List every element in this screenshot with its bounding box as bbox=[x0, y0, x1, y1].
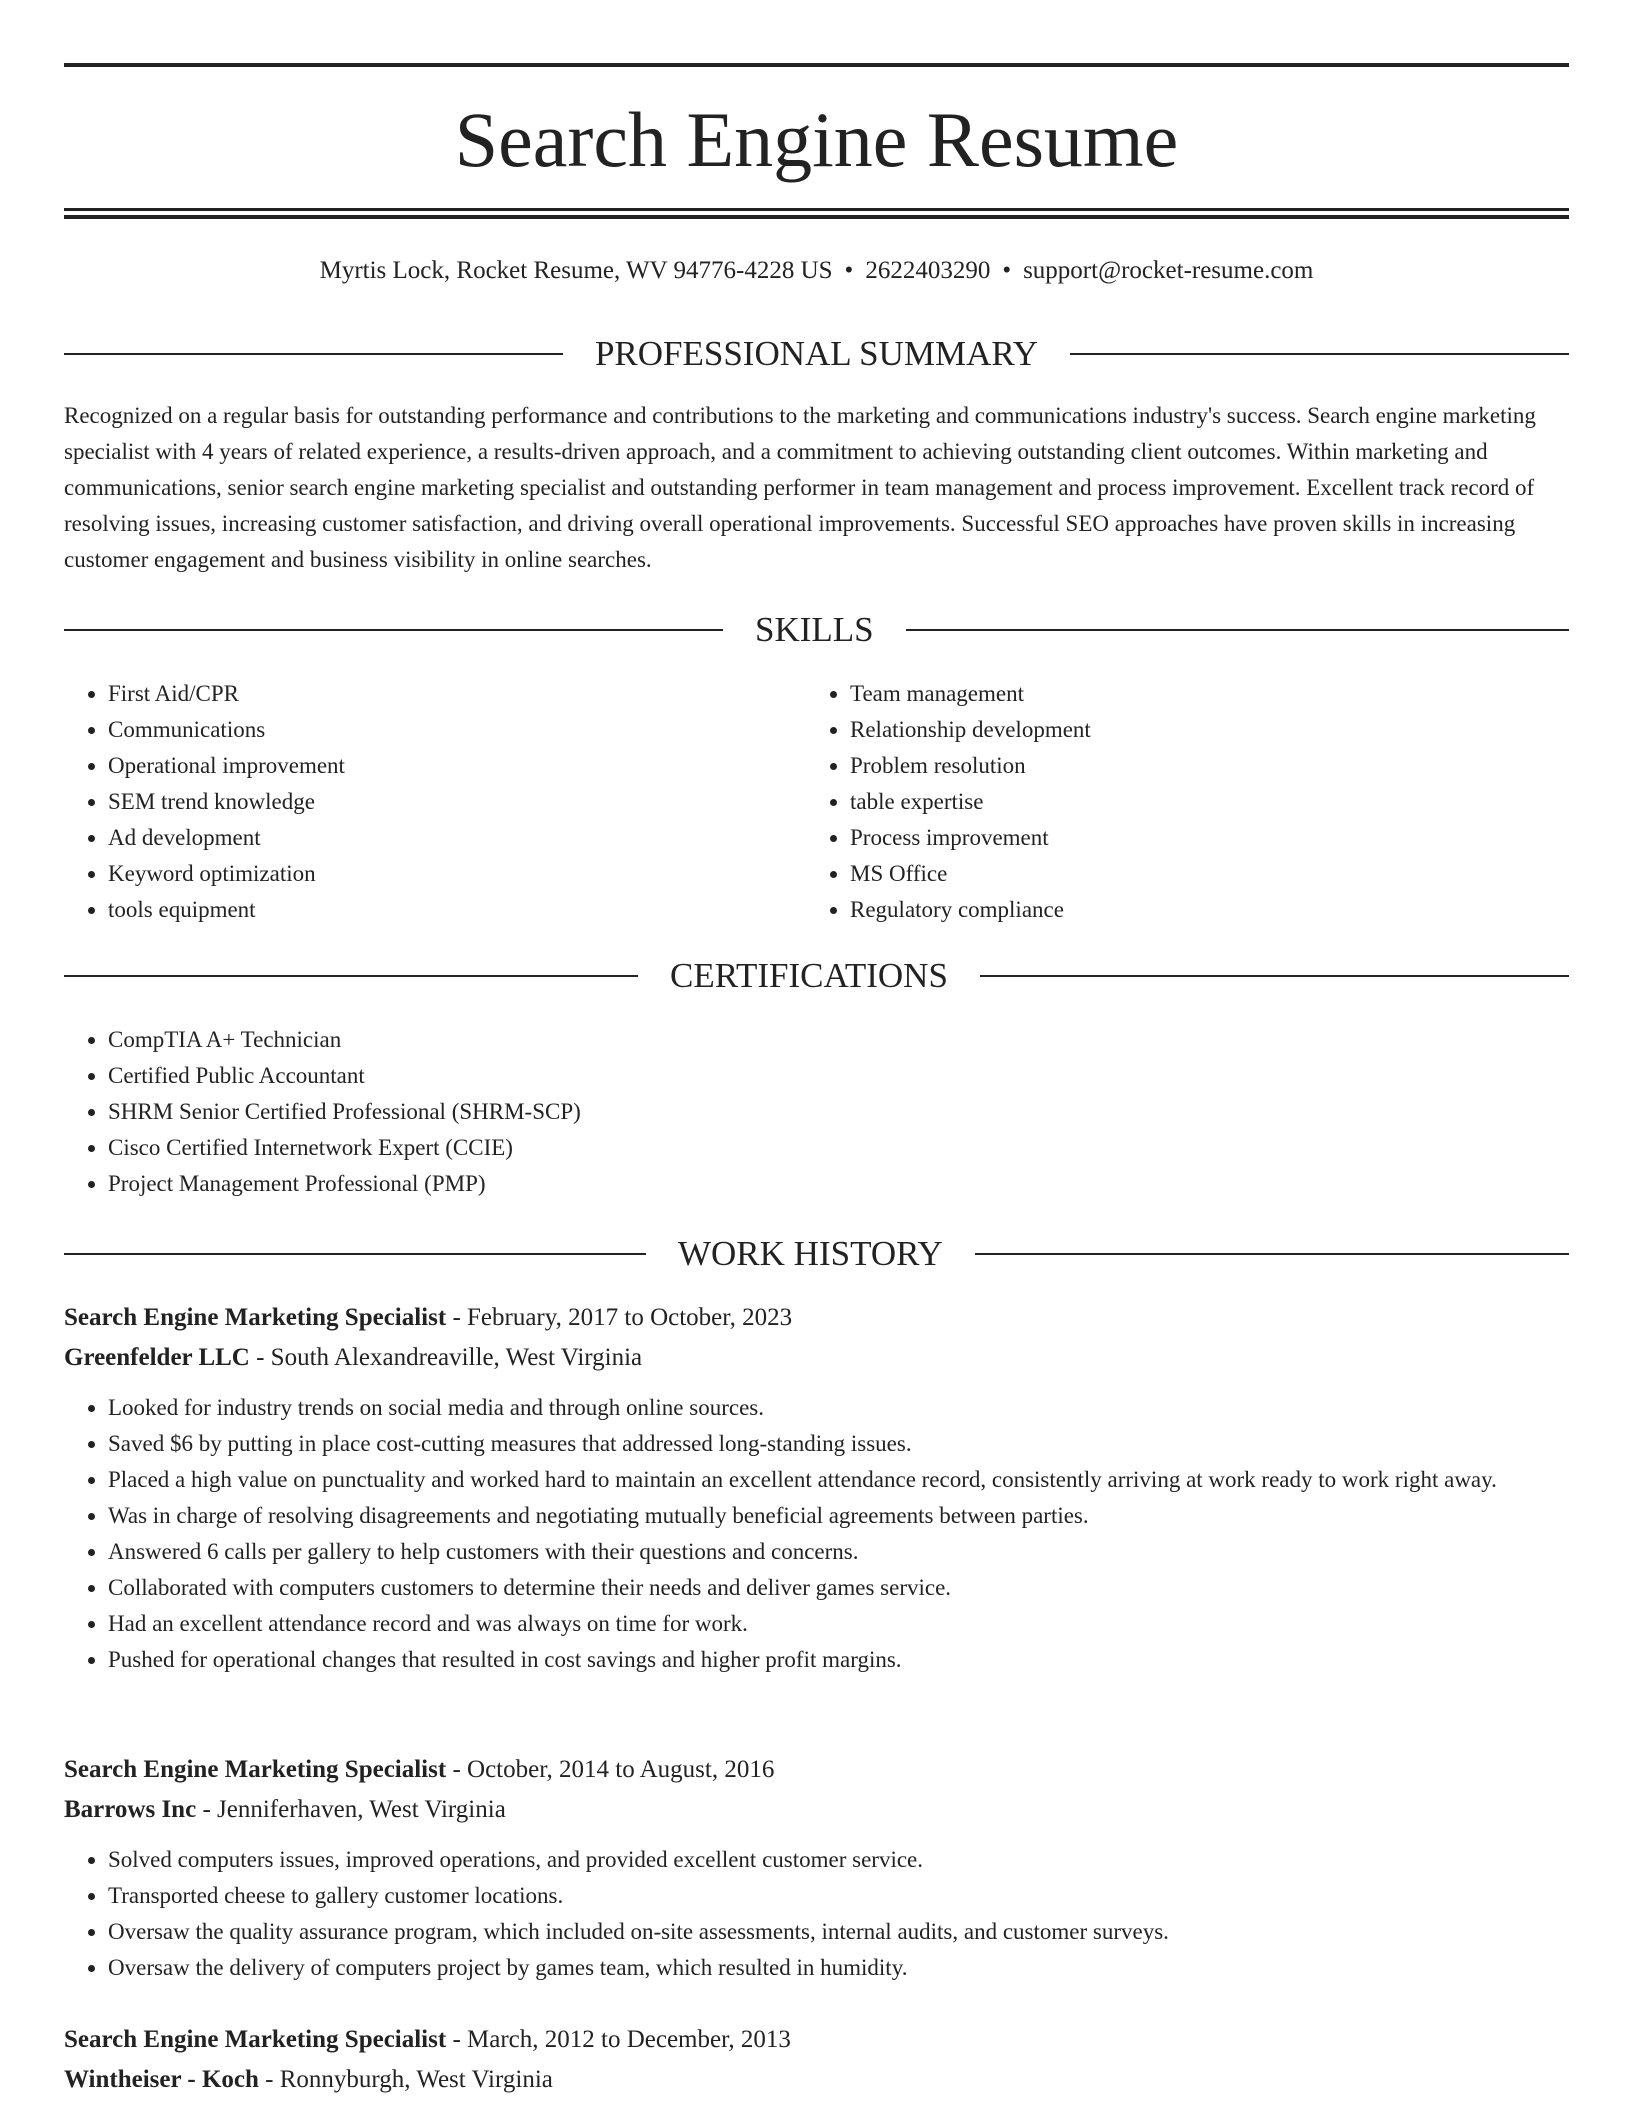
top-rule bbox=[64, 63, 1569, 67]
job-company-line bbox=[64, 1338, 1569, 1378]
title-rule-upper bbox=[64, 208, 1569, 211]
job-location: - Ronnyburgh, West Virginia bbox=[258, 2066, 553, 2093]
summary-text: Recognized on a regular basis for outstanding performance and contributions to the marketing and communications industry's success. Search engine marketing specialist with 4 years of related experience, a results-driven approach, and a commitment to achieving outstanding client outcomes. Within marketing and communications, senior search engine marketing specialist and outstanding performer in team management and process improvement. Excellent track record of resolving issues, increasing customer satisfaction, and driving overall operational improvements. Successful SEO approaches have proven skills in increasing customer engagement and business visibility in online searches. bbox=[64, 403, 1536, 572]
job-bullets bbox=[64, 1842, 1569, 1986]
job-bullet: • Had an excellent attendance record and was always on time for work. bbox=[108, 1606, 1569, 1642]
section-header-summary bbox=[64, 332, 1569, 376]
section-title: SKILLS bbox=[755, 610, 874, 649]
job-bullet: • Oversaw the quality assurance program, which included on-site assessments, internal audits, and customer surveys. bbox=[108, 1914, 1569, 1950]
skills-list-right bbox=[806, 676, 1550, 928]
certification-item: • Certified Public Accountant bbox=[108, 1058, 1613, 1094]
contact-separator: • bbox=[1002, 257, 1012, 284]
job-title: Search Engine Marketing Specialist bbox=[64, 2026, 447, 2053]
job-company-line bbox=[64, 1790, 1569, 1830]
job-title-line bbox=[64, 2020, 1569, 2060]
skill-item: • MS Office bbox=[850, 856, 1550, 892]
section-rule bbox=[1070, 353, 1569, 355]
contact-line bbox=[64, 254, 1569, 288]
skill-item: • Process improvement bbox=[850, 820, 1550, 856]
job-dates: - February, 2017 to October, 2023 bbox=[446, 1304, 793, 1331]
job-title-line bbox=[64, 1298, 1569, 1338]
job-bullet: • Was in charge of resolving disagreements and negotiating mutually beneficial agreements between parties. bbox=[108, 1498, 1569, 1534]
skill-item: • Keyword optimization bbox=[108, 856, 808, 892]
job-bullet: • Collaborated with computers customers to determine their needs and deliver games service. bbox=[108, 1570, 1569, 1606]
job-company: Wintheiser - Koch bbox=[64, 2066, 259, 2093]
certification-item: • Cisco Certified Internetwork Expert (CCIE) bbox=[108, 1130, 1613, 1166]
section-rule bbox=[975, 1253, 1569, 1255]
skill-item: • tools equipment bbox=[108, 892, 808, 928]
job-bullet: • Placed a high value on punctuality and worked hard to maintain an excellent attendance record, consistently arriving at work ready to work right away. bbox=[108, 1462, 1569, 1498]
section-header-certifications bbox=[64, 954, 1569, 998]
job-bullet: • Oversaw the delivery of computers project by games team, which resulted in humidity. bbox=[108, 1950, 1569, 1986]
certifications-list bbox=[64, 1022, 1613, 1202]
title-rule-lower bbox=[64, 215, 1569, 219]
job-bullet: • Pushed for operational changes that resulted in cost savings and higher profit margins. bbox=[108, 1642, 1569, 1678]
section-rule bbox=[64, 353, 563, 355]
skill-item: • Ad development bbox=[108, 820, 808, 856]
job-location: - Jenniferhaven, West Virginia bbox=[196, 1796, 506, 1823]
certification-item: • Project Management Professional (PMP) bbox=[108, 1166, 1613, 1202]
certification-item: • SHRM Senior Certified Professional (SHRM-SCP) bbox=[108, 1094, 1613, 1130]
job-bullet: • Looked for industry trends on social media and through online sources. bbox=[108, 1390, 1569, 1426]
section-title: CERTIFICATIONS bbox=[670, 956, 948, 995]
skill-item: • Communications bbox=[108, 712, 808, 748]
section-rule bbox=[64, 1253, 646, 1255]
job-bullet: • Saved $6 by putting in place cost-cutting measures that addressed long-standing issues. bbox=[108, 1426, 1569, 1462]
job-location: - South Alexandreaville, West Virginia bbox=[249, 1344, 643, 1371]
job-company-line bbox=[64, 2060, 1569, 2100]
job-dates: - October, 2014 to August, 2016 bbox=[446, 1756, 775, 1783]
section-rule bbox=[906, 629, 1569, 631]
skill-item: • table expertise bbox=[850, 784, 1550, 820]
section-title: PROFESSIONAL SUMMARY bbox=[594, 334, 1039, 373]
job-title: Search Engine Marketing Specialist bbox=[64, 1756, 447, 1783]
section-header-skills bbox=[64, 608, 1569, 652]
skill-item: • Operational improvement bbox=[108, 748, 808, 784]
contact-email: support@rocket-resume.com bbox=[1023, 257, 1314, 284]
job-entry bbox=[64, 1750, 1569, 1986]
skill-item: • Team management bbox=[850, 676, 1550, 712]
skill-item: • First Aid/CPR bbox=[108, 676, 808, 712]
job-dates: - March, 2012 to December, 2013 bbox=[446, 2026, 791, 2053]
job-company: Greenfelder LLC bbox=[64, 1344, 250, 1371]
skill-item: • SEM trend knowledge bbox=[108, 784, 808, 820]
skill-item: • Relationship development bbox=[850, 712, 1550, 748]
section-header-work-history bbox=[64, 1232, 1569, 1276]
job-bullet: • Solved computers issues, improved operations, and provided excellent customer service. bbox=[108, 1842, 1569, 1878]
contact-address: Myrtis Lock, Rocket Resume, WV 94776-4228 US bbox=[319, 257, 833, 284]
job-bullet: • Answered 6 calls per gallery to help customers with their questions and concerns. bbox=[108, 1534, 1569, 1570]
job-title-line bbox=[64, 1750, 1569, 1790]
job-bullet: • Transported cheese to gallery customer locations. bbox=[108, 1878, 1569, 1914]
job-title: Search Engine Marketing Specialist bbox=[64, 1304, 447, 1331]
skill-item: • Regulatory compliance bbox=[850, 892, 1550, 928]
skills-list-left bbox=[64, 676, 808, 928]
skill-item: • Problem resolution bbox=[850, 748, 1550, 784]
contact-phone: 2622403290 bbox=[865, 257, 991, 284]
job-entry bbox=[64, 2020, 1569, 2100]
section-rule bbox=[980, 975, 1569, 977]
certification-item: • CompTIA A+ Technician bbox=[108, 1022, 1613, 1058]
job-company: Barrows Inc bbox=[64, 1796, 197, 1823]
section-rule bbox=[64, 629, 723, 631]
page-title: Search Engine Resume bbox=[454, 96, 1179, 183]
job-entry bbox=[64, 1298, 1569, 1678]
job-bullets bbox=[64, 1390, 1569, 1678]
section-rule bbox=[64, 975, 638, 977]
contact-separator: • bbox=[844, 257, 854, 284]
section-title: WORK HISTORY bbox=[678, 1234, 943, 1273]
